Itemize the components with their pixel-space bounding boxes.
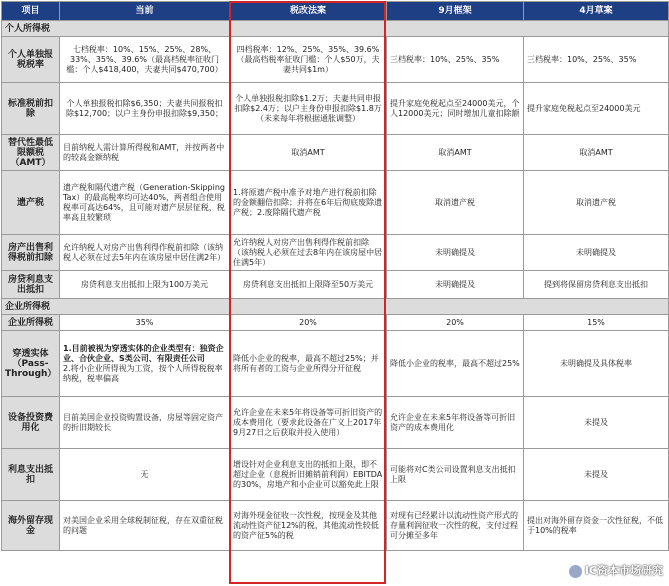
cell-april: 提升家庭免税起点至24000美元 xyxy=(524,83,669,135)
cell-bill: 降低小企业的税率，最高不超过25%；并将所有者的工资与企业所得分开征税 xyxy=(230,331,387,397)
header-april: 4月草案 xyxy=(524,2,669,21)
cell-current: 35% xyxy=(60,315,230,331)
cell-sept: 对现有已经累计以流动性资产形式的存量利润征收一次性的税，支付过程可分摊至多年 xyxy=(387,501,524,551)
cell-current: 无 xyxy=(60,449,230,501)
cell-current: 七档税率：10%、15%、25%、28%、33%、35%、39.6%（最高档税率征收门槛：个人$418,400，夫妻共同$470,700） xyxy=(60,37,230,83)
cell-sept: 降低小企业的税率，最高不超过25% xyxy=(387,331,524,397)
table-row xyxy=(2,171,669,235)
section-row xyxy=(2,21,669,37)
cell-april: 三档税率：10%、25%、35% xyxy=(524,37,669,83)
table-row xyxy=(2,37,669,83)
header-row xyxy=(2,2,669,21)
cell-sept: 提升家庭免税起点至24000美元，个人12000美元；同时增加儿童扣除额 xyxy=(387,83,524,135)
table-row xyxy=(2,315,669,331)
cell-april: 未提及 xyxy=(524,397,669,449)
cell-bill: 个人单独报税扣除$1.2万；夫妻共同申报扣除$2.4万；以户主身份申报扣除$1.8万（未来每年将根据通胀调整） xyxy=(230,83,387,135)
header-item: 项目 xyxy=(2,2,60,21)
section-row xyxy=(2,299,669,315)
watermark xyxy=(569,562,663,578)
section-personal: 个人所得税 xyxy=(2,21,669,37)
cell-april: 未明确提及具体税率 xyxy=(524,331,669,397)
cell-bill: 20% xyxy=(230,315,387,331)
table-row xyxy=(2,449,669,501)
cell-april: 取消AMT xyxy=(524,135,669,171)
row-label: 企业所得税 xyxy=(2,315,60,331)
row-label: 标准税前扣除 xyxy=(2,83,60,135)
cell-bill: 房贷利息支出抵扣上限降至50万美元 xyxy=(230,271,387,299)
row-label: 替代性最低限额税（AMT） xyxy=(2,135,60,171)
cell-current: 个人单独报税扣除$6,350；夫妻共同报税扣除$12,700；以户主身份申报扣除$9,350； xyxy=(60,83,230,135)
cell-april: 提到将保留房贷利息支出抵扣 xyxy=(524,271,669,299)
cell-bill: 对海外现金征收一次性税，按现金及其他流动性资产征12%的税，其他流动性较低的资产征5%的税 xyxy=(230,501,387,551)
cell-bill: 允许企业在未来5年将设备等可折旧资产的成本费用化（要求此设备在广义上2017年9月27日之后获取并投入使用） xyxy=(230,397,387,449)
cell-april: 取消遗产税 xyxy=(524,171,669,235)
table-row xyxy=(2,501,669,551)
wechat-icon xyxy=(569,565,582,578)
cell-april: 15% xyxy=(524,315,669,331)
row-label: 海外留存现金 xyxy=(2,501,60,551)
table-row xyxy=(2,83,669,135)
header-current: 当前 xyxy=(60,2,230,21)
row-label: 穿透实体（Pass-Through） xyxy=(2,331,60,397)
cell-sept: 20% xyxy=(387,315,524,331)
cell-sept: 取消AMT xyxy=(387,135,524,171)
row-label: 房产出售利得税前扣除 xyxy=(2,235,60,271)
table-row xyxy=(2,235,669,271)
cell-current: 目前纳税人需计算所得税和AMT，并按两者中的较高金额纳税 xyxy=(60,135,230,171)
cell-current: 对美国企业采用全球税制征税，存在双重征税的问题 xyxy=(60,501,230,551)
cell-bill: 1.将原遗产税中准予对地产进行税前扣除的金额翻倍扣除；并将在6年后彻底废除遗产税；2.废除隔代遗产税 xyxy=(230,171,387,235)
cell-bill: 增设针对企业利息支出的抵扣上限，即不超过企业（息税折旧摊销前利润）EBITDA的30%，房地产和小企业可以豁免此上限 xyxy=(230,449,387,501)
cell-current: 允许纳税人对房产出售利得作税前扣除（该纳税人必须在过去5年内在该房屋中居住满2年） xyxy=(60,235,230,271)
row-label: 设备投资费用化 xyxy=(2,397,60,449)
table-row xyxy=(2,271,669,299)
tax-comparison-table xyxy=(1,1,669,551)
table-row xyxy=(2,331,669,397)
cell-bill: 取消AMT xyxy=(230,135,387,171)
cell-sept: 可能将对C类公司设置利息支出抵扣上限 xyxy=(387,449,524,501)
cell-current xyxy=(60,331,230,397)
cell-current: 房贷利息支出抵扣上限为100万美元 xyxy=(60,271,230,299)
table-row xyxy=(2,397,669,449)
cell-april: 提出对海外留存资金一次性征税，不低于10%的税率 xyxy=(524,501,669,551)
cell-sept: 未明确提及 xyxy=(387,271,524,299)
cell-bill: 四档税率：12%、25%、35%、39.6%（最高档税率征收门槛：个人$50万，夫妻共同$1m） xyxy=(230,37,387,83)
cell-current-bold: 1.目前被视为穿透实体的企业类型有：独资企业、合伙企业、S类公司、有限责任公司 xyxy=(63,343,224,363)
section-corporate: 企业所得税 xyxy=(2,299,669,315)
table-row xyxy=(2,135,669,171)
cell-april: 未明确提及 xyxy=(524,235,669,271)
cell-current: 遗产税和隔代遗产税（Generation-Skipping Tax）的最高税率均可达40%，两者组合使用税率可高达64%，且可能对遗产层层征税，税率高且较繁琐 xyxy=(60,171,230,235)
header-bill: 税改法案 xyxy=(230,2,387,21)
watermark-text: IC资本市场研究 xyxy=(584,564,663,577)
row-label: 个人单独报税税率 xyxy=(2,37,60,83)
cell-sept: 未明确提及 xyxy=(387,235,524,271)
row-label: 利息支出抵扣 xyxy=(2,449,60,501)
cell-bill: 允许纳税人对房产出售利得作税前扣除（该纳税人必须在过去8年内在该房屋中居住满5年） xyxy=(230,235,387,271)
cell-april: 未提及 xyxy=(524,449,669,501)
cell-current-note: 2.将小企业所得视为工资，按个人所得税税率纳税，税率偏高 xyxy=(63,363,223,383)
row-label: 遗产税 xyxy=(2,171,60,235)
cell-sept: 取消遗产税 xyxy=(387,171,524,235)
cell-sept: 允许企业在未来5年将设备等可折旧资产的成本费用化 xyxy=(387,397,524,449)
cell-current: 目前美国企业投资购置设备，房屋等固定资产的折旧期较长 xyxy=(60,397,230,449)
cell-sept: 三档税率：10%、25%、35% xyxy=(387,37,524,83)
header-sept: 9月框架 xyxy=(387,2,524,21)
row-label: 房贷利息支出抵扣 xyxy=(2,271,60,299)
